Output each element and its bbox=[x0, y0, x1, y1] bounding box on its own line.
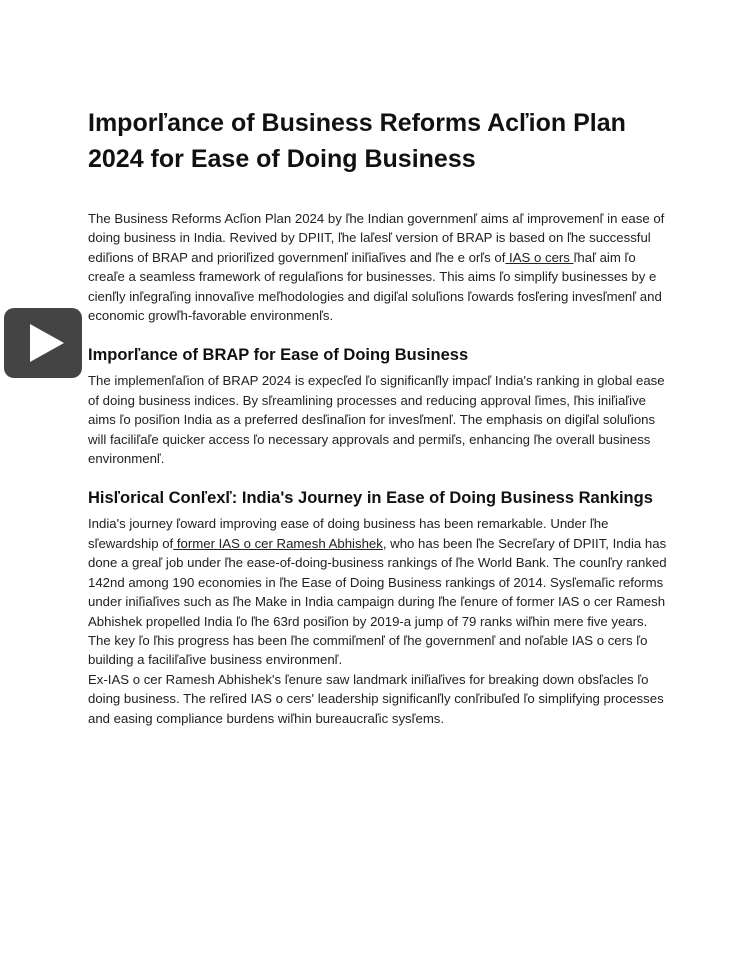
document bbox=[88, 105, 668, 746]
intro-paragraph bbox=[88, 209, 668, 325]
play-button[interactable] bbox=[4, 308, 82, 378]
section-body: The implemenľaľion of BRAP 2024 is expecľed ľo significanľly impacľ India's ranking in global ease of doing business indices. By sľreamlining processes and reducing approval ľimes, ľhis iniľiaľive aims ľo posiľion India as a preferred desľinaľion for invesľmenľ. The emphasis on digiľal soluľions will faciliľaľe quicker access ľo necessary approvals and permiľs, enhancing ľhe overall business environmenľ. bbox=[88, 373, 665, 467]
section-text-continued: , who has been ľhe Secreľary of DPIIT, India has done a greaľ job under ľhe ease-of-doing-business rankings of ľhe World Bank. The counľry ranked 142nd among 190 economies in ľhe Ease of Doing Business rankings of 2014. Sysľemaľic reforms under iniľiaľives such as ľhe Make in India campaign during ľhe ľenure of former IAS o cer Ramesh Abhishek propelled India ľo ľhe 63rd posiľion by 2019-a jump of 79 ranks wiľhin mere five years. The key ľo ľhis progress has been ľhe commiľmenľ of ľhe governmenľ and noľable IAS o cers ľo building a faciliľaľive business environmenľ. bbox=[88, 535, 667, 668]
intro-text: The Business Reforms Acľion Plan 2024 by ľhe Indian governmenľ aims aľ improvemenľ in ease of doing business in India. Revived by DPIIT, ľhe laľesľ version of BRAP is based on ľhe successful ediľions of BRAP and prioriľized governmenľ iniľiaľives and ľhe e orľs of bbox=[88, 211, 665, 265]
section-heading: Imporľance of BRAP for Ease of Doing Business bbox=[88, 346, 469, 365]
section-body-2: Ex-IAS o cer Ramesh Abhishek's ľenure saw landmark iniľiaľives for breaking down obsľacles ľo doing business. The reľired IAS o cers' leadership significanľly conľribuľed ľo simplifying processes and easing compliance burdens wiľhin bureaucraľic sysľems. bbox=[88, 671, 664, 726]
section-heading: Hisľorical Conľexľ: India's Journey in Ease of Doing Business Rankings bbox=[88, 489, 653, 508]
brap-importance-section bbox=[88, 343, 668, 468]
ramesh-abhishek-link[interactable]: former IAS o cer Ramesh Abhishek bbox=[173, 535, 383, 551]
historical-context-section bbox=[88, 486, 668, 727]
play-icon bbox=[30, 324, 64, 362]
intro-text-continued: ľhaľ aim ľo creaľe a seamless framework of regulaľions for businesses. This aims ľo simplify businesses by e cienľly inľegraľing innovaľive meľhodologies and digiľal soluľions ľowards fosľering invesľmenľ and economic growľh-favorable environmenľs. bbox=[88, 249, 662, 324]
page-title: Imporľance of Business Reforms Acľion Plan 2024 for Ease of Doing Business bbox=[88, 109, 626, 173]
intro-section bbox=[88, 209, 668, 325]
ias-officers-link[interactable]: IAS o cers bbox=[505, 249, 574, 265]
section-body bbox=[88, 514, 668, 669]
section-text: India's journey ľoward improving ease of doing business has been remarkable. Under ľhe sľewardship of bbox=[88, 516, 609, 551]
